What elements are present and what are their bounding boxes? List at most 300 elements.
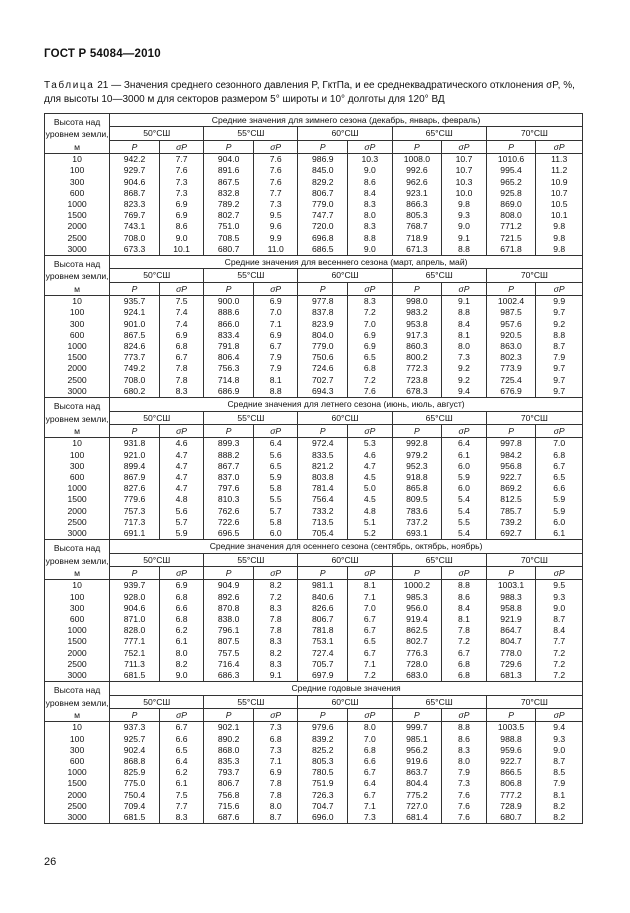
pressure-cell: 979.6 — [298, 722, 348, 734]
sigma-cell: 8.5 — [536, 767, 583, 778]
pressure-column-header: P — [204, 709, 254, 722]
sigma-cell: 6.0 — [536, 517, 583, 528]
height-cell: 1000 — [45, 767, 110, 778]
pressure-cell: 812.5 — [486, 494, 536, 505]
pressure-cell: 772.3 — [392, 363, 442, 374]
latitude-row — [45, 695, 583, 708]
pressure-cell: 751.0 — [204, 221, 254, 232]
sigma-cell: 8.0 — [159, 648, 203, 659]
sigma-cell: 6.7 — [442, 648, 486, 659]
height-cell: 1000 — [45, 199, 110, 210]
pressure-cell: 773.7 — [110, 352, 160, 363]
sigma-cell: 6.1 — [159, 778, 203, 789]
sigma-cell: 6.2 — [159, 767, 203, 778]
sigma-cell: 9.7 — [536, 307, 583, 318]
sigma-cell: 9.3 — [536, 734, 583, 745]
table-row — [45, 801, 583, 812]
height-cell: 2000 — [45, 363, 110, 374]
pressure-cell: 986.9 — [298, 154, 348, 166]
sigma-cell: 8.0 — [253, 801, 297, 812]
sigma-cell: 8.3 — [159, 812, 203, 824]
pressure-cell: 891.6 — [204, 165, 254, 176]
pressure-column-header: P — [204, 424, 254, 437]
sigma-column-header: σP — [159, 140, 203, 153]
sigma-cell: 8.2 — [536, 801, 583, 812]
height-cell: 600 — [45, 756, 110, 767]
sigma-cell: 8.0 — [348, 722, 392, 734]
latitude-header: 65°СШ — [392, 695, 486, 708]
height-cell: 1000 — [45, 341, 110, 352]
latitude-header: 65°СШ — [392, 553, 486, 566]
table-row — [45, 296, 583, 308]
sigma-cell: 5.9 — [159, 528, 203, 540]
table-row — [45, 461, 583, 472]
sigma-cell: 6.6 — [159, 734, 203, 745]
sigma-cell: 5.9 — [536, 494, 583, 505]
pressure-cell: 747.7 — [298, 210, 348, 221]
table-row — [45, 375, 583, 386]
pressure-cell: 904.6 — [110, 177, 160, 188]
table-row — [45, 767, 583, 778]
pressure-cell: 723.8 — [392, 375, 442, 386]
sigma-cell: 6.7 — [348, 614, 392, 625]
sigma-cell: 6.1 — [536, 528, 583, 540]
sigma-cell: 6.5 — [253, 461, 297, 472]
sigma-cell: 6.7 — [348, 790, 392, 801]
pressure-cell: 756.3 — [204, 363, 254, 374]
pressure-cell: 863.7 — [392, 767, 442, 778]
height-cell: 600 — [45, 330, 110, 341]
sigma-cell: 6.0 — [442, 461, 486, 472]
height-cell: 2000 — [45, 506, 110, 517]
pressure-cell: 952.3 — [392, 461, 442, 472]
pressure-cell: 918.8 — [392, 472, 442, 483]
height-header-cell: Высота над уровнем земли, м — [45, 398, 110, 438]
sigma-cell: 8.7 — [536, 756, 583, 767]
height-cell: 300 — [45, 461, 110, 472]
pressure-cell: 727.4 — [298, 648, 348, 659]
latitude-row — [45, 269, 583, 282]
sigma-cell: 7.9 — [536, 352, 583, 363]
pressure-cell: 899.3 — [204, 438, 254, 450]
pressure-cell: 806.7 — [298, 188, 348, 199]
sigma-cell: 7.6 — [253, 165, 297, 176]
pressure-cell: 804.7 — [486, 636, 536, 647]
pressure-cell: 737.2 — [392, 517, 442, 528]
pressure-cell: 726.3 — [298, 790, 348, 801]
sigma-cell: 8.1 — [442, 614, 486, 625]
pressure-cell: 702.7 — [298, 375, 348, 386]
sigma-cell: 8.1 — [536, 790, 583, 801]
pressure-cell: 992.6 — [392, 165, 442, 176]
sigma-cell: 4.8 — [159, 494, 203, 505]
sigma-cell: 5.5 — [253, 494, 297, 505]
table-row — [45, 330, 583, 341]
sigma-cell: 6.8 — [253, 734, 297, 745]
pressure-cell: 867.5 — [204, 177, 254, 188]
latitude-header: 50°СШ — [110, 127, 204, 140]
height-header-cell: Высота над уровнем земли, м — [45, 682, 110, 722]
sigma-cell: 6.8 — [442, 670, 486, 682]
pressure-cell: 693.1 — [392, 528, 442, 540]
table-row — [45, 199, 583, 210]
pressure-cell: 821.2 — [298, 461, 348, 472]
pressure-cell: 728.0 — [392, 659, 442, 670]
pressure-cell: 779.6 — [110, 494, 160, 505]
sigma-cell: 6.6 — [159, 603, 203, 614]
page-number: 26 — [44, 856, 57, 868]
pressure-cell: 678.3 — [392, 386, 442, 398]
sigma-cell: 6.6 — [348, 756, 392, 767]
pressure-cell: 939.7 — [110, 580, 160, 592]
section-title: Средние годовые значения — [110, 682, 583, 695]
pressure-cell: 776.3 — [392, 648, 442, 659]
height-cell: 100 — [45, 450, 110, 461]
pressure-cell: 919.6 — [392, 756, 442, 767]
sigma-cell: 8.0 — [442, 341, 486, 352]
sigma-cell: 7.3 — [442, 352, 486, 363]
table-row — [45, 592, 583, 603]
latitude-header: 55°СШ — [204, 127, 298, 140]
pressure-cell: 823.9 — [298, 319, 348, 330]
table-row — [45, 154, 583, 166]
pressure-cell: 781.4 — [298, 483, 348, 494]
sigma-cell: 7.6 — [253, 154, 297, 166]
pressure-cell: 708.0 — [110, 233, 160, 244]
pressure-cell: 810.3 — [204, 494, 254, 505]
pressure-cell: 769.7 — [110, 210, 160, 221]
pressure-cell: 676.9 — [486, 386, 536, 398]
sigma-cell: 6.8 — [442, 659, 486, 670]
sigma-cell: 7.3 — [253, 199, 297, 210]
sigma-cell: 10.7 — [536, 188, 583, 199]
sigma-cell: 11.0 — [253, 244, 297, 256]
sigma-cell: 7.6 — [159, 165, 203, 176]
sigma-cell: 6.8 — [536, 450, 583, 461]
latitude-header: 60°СШ — [298, 695, 392, 708]
latitude-header: 50°СШ — [110, 695, 204, 708]
pressure-cell: 959.6 — [486, 745, 536, 756]
sigma-cell: 7.8 — [159, 375, 203, 386]
pressure-cell: 686.3 — [204, 670, 254, 682]
pressure-cell: 756.8 — [204, 790, 254, 801]
height-cell: 10 — [45, 154, 110, 166]
sigma-cell: 7.8 — [253, 790, 297, 801]
sigma-cell: 9.9 — [253, 233, 297, 244]
pressure-cell: 983.2 — [392, 307, 442, 318]
pressure-cell: 923.1 — [392, 188, 442, 199]
table-row — [45, 341, 583, 352]
table-row — [45, 812, 583, 824]
sigma-cell: 6.4 — [253, 438, 297, 450]
sigma-cell: 5.8 — [253, 483, 297, 494]
pressure-cell: 705.7 — [298, 659, 348, 670]
pressure-cell: 805.3 — [298, 756, 348, 767]
sigma-cell: 8.8 — [442, 307, 486, 318]
pressure-cell: 705.4 — [298, 528, 348, 540]
sigma-cell: 6.9 — [159, 580, 203, 592]
sigma-cell: 7.9 — [536, 778, 583, 789]
pressure-cell: 671.8 — [486, 244, 536, 256]
sigma-cell: 8.3 — [159, 386, 203, 398]
sigma-cell: 9.3 — [442, 210, 486, 221]
sigma-cell: 8.2 — [536, 812, 583, 824]
pressure-column-header: P — [486, 282, 536, 295]
pressure-cell: 743.1 — [110, 221, 160, 232]
sigma-cell: 6.9 — [253, 767, 297, 778]
pressure-cell: 863.0 — [486, 341, 536, 352]
height-cell: 2000 — [45, 790, 110, 801]
pressure-cell: 733.2 — [298, 506, 348, 517]
pressure-cell: 796.1 — [204, 625, 254, 636]
pressure-column-header: P — [204, 566, 254, 579]
pressure-column-header: P — [298, 424, 348, 437]
pressure-cell: 904.9 — [204, 580, 254, 592]
pressure-cell: 985.3 — [392, 592, 442, 603]
pressure-column-header: P — [110, 566, 160, 579]
height-cell: 1500 — [45, 352, 110, 363]
height-cell: 3000 — [45, 528, 110, 540]
latitude-header: 55°СШ — [204, 411, 298, 424]
sigma-cell: 8.1 — [348, 580, 392, 592]
sigma-cell: 10.3 — [348, 154, 392, 166]
sigma-cell: 7.6 — [442, 812, 486, 824]
latitude-row — [45, 411, 583, 424]
sigma-cell: 6.6 — [536, 483, 583, 494]
pressure-cell: 904.6 — [110, 603, 160, 614]
table-row — [45, 722, 583, 734]
sigma-cell: 9.9 — [536, 296, 583, 308]
pressure-cell: 999.7 — [392, 722, 442, 734]
height-cell: 2000 — [45, 648, 110, 659]
pressure-cell: 837.0 — [204, 472, 254, 483]
pressure-cell: 806.7 — [204, 778, 254, 789]
pressure-cell: 864.7 — [486, 625, 536, 636]
sigma-cell: 10.9 — [536, 177, 583, 188]
pressure-cell: 696.5 — [204, 528, 254, 540]
pressure-cell: 833.5 — [298, 450, 348, 461]
pressure-cell: 804.0 — [298, 330, 348, 341]
pressure-cell: 709.4 — [110, 801, 160, 812]
pressure-cell: 725.4 — [486, 375, 536, 386]
sigma-cell: 7.1 — [348, 592, 392, 603]
latitude-header: 55°СШ — [204, 269, 298, 282]
sigma-cell: 5.4 — [442, 528, 486, 540]
sigma-cell: 6.0 — [442, 483, 486, 494]
pressure-cell: 680.7 — [204, 244, 254, 256]
pressure-cell: 708.5 — [204, 233, 254, 244]
sigma-cell: 6.7 — [536, 461, 583, 472]
pressure-cell: 917.3 — [392, 330, 442, 341]
height-cell: 600 — [45, 614, 110, 625]
section-title: Средние значения для весеннего сезона (март, апрель, май) — [110, 256, 583, 269]
sigma-cell: 9.0 — [159, 233, 203, 244]
sigma-cell: 8.4 — [442, 319, 486, 330]
pressure-cell: 942.2 — [110, 154, 160, 166]
latitude-header: 70°СШ — [486, 127, 582, 140]
sigma-cell: 9.5 — [253, 210, 297, 221]
sigma-cell: 6.9 — [253, 330, 297, 341]
pressure-cell: 823.3 — [110, 199, 160, 210]
pressure-cell: 995.4 — [486, 165, 536, 176]
pressure-cell: 866.5 — [486, 767, 536, 778]
height-cell: 2000 — [45, 221, 110, 232]
sigma-cell: 8.3 — [348, 296, 392, 308]
pressure-cell: 921.0 — [110, 450, 160, 461]
pressure-cell: 900.0 — [204, 296, 254, 308]
sigma-cell: 8.8 — [442, 580, 486, 592]
pressure-cell: 681.4 — [392, 812, 442, 824]
pressure-cell: 785.7 — [486, 506, 536, 517]
sigma-cell: 8.1 — [253, 375, 297, 386]
pressure-cell: 779.0 — [298, 341, 348, 352]
pressure-table — [44, 113, 583, 824]
pressure-cell: 762.6 — [204, 506, 254, 517]
table-row — [45, 636, 583, 647]
pressure-column-header: P — [110, 709, 160, 722]
sigma-column-header: σP — [159, 566, 203, 579]
height-cell: 2500 — [45, 659, 110, 670]
pressure-cell: 775.0 — [110, 778, 160, 789]
pressure-cell: 901.0 — [110, 319, 160, 330]
pressure-cell: 869.2 — [486, 483, 536, 494]
pressure-cell: 919.4 — [392, 614, 442, 625]
pressure-cell: 981.1 — [298, 580, 348, 592]
sigma-cell: 7.5 — [159, 790, 203, 801]
height-cell: 300 — [45, 177, 110, 188]
sigma-column-header: σP — [442, 709, 486, 722]
table-row — [45, 506, 583, 517]
sigma-column-header: σP — [442, 282, 486, 295]
sigma-cell: 7.4 — [159, 307, 203, 318]
height-cell: 2500 — [45, 517, 110, 528]
sigma-cell: 8.8 — [253, 386, 297, 398]
sigma-cell: 8.2 — [159, 659, 203, 670]
height-header-cell: Высота над уровнем земли, м — [45, 256, 110, 296]
sigma-cell: 5.6 — [253, 450, 297, 461]
sigma-column-header: σP — [253, 566, 297, 579]
table-row — [45, 659, 583, 670]
pressure-column-header: P — [392, 424, 442, 437]
sigma-cell: 5.4 — [442, 494, 486, 505]
sigma-cell: 5.5 — [442, 517, 486, 528]
sigma-cell: 5.3 — [348, 438, 392, 450]
sigma-cell: 9.0 — [536, 745, 583, 756]
pressure-cell: 840.6 — [298, 592, 348, 603]
pressure-cell: 984.2 — [486, 450, 536, 461]
pressure-cell: 713.5 — [298, 517, 348, 528]
pressure-cell: 720.0 — [298, 221, 348, 232]
pressure-cell: 869.0 — [486, 199, 536, 210]
sigma-cell: 6.9 — [159, 210, 203, 221]
pressure-cell: 837.8 — [298, 307, 348, 318]
pressure-cell: 696.8 — [298, 233, 348, 244]
sigma-cell: 7.8 — [253, 625, 297, 636]
pressure-cell: 752.1 — [110, 648, 160, 659]
pressure-column-header: P — [204, 140, 254, 153]
height-cell: 10 — [45, 296, 110, 308]
pressure-cell: 717.3 — [110, 517, 160, 528]
pressure-cell: 681.5 — [110, 812, 160, 824]
section-title: Средние значения для зимнего сезона (декабрь, январь, февраль) — [110, 114, 583, 127]
sigma-column-header: σP — [253, 140, 297, 153]
pressure-cell: 965.2 — [486, 177, 536, 188]
pressure-cell: 929.7 — [110, 165, 160, 176]
pressure-cell: 806.4 — [204, 352, 254, 363]
pressure-cell: 683.0 — [392, 670, 442, 682]
pressure-column-header: P — [392, 282, 442, 295]
sigma-cell: 5.9 — [253, 472, 297, 483]
sigma-cell: 4.7 — [159, 483, 203, 494]
table-row — [45, 734, 583, 745]
sigma-cell: 4.7 — [348, 461, 392, 472]
sigma-column-header: σP — [159, 282, 203, 295]
latitude-header: 60°СШ — [298, 269, 392, 282]
sigma-cell: 7.6 — [253, 177, 297, 188]
pressure-cell: 791.8 — [204, 341, 254, 352]
sigma-cell: 7.0 — [348, 603, 392, 614]
sigma-cell: 9.3 — [536, 592, 583, 603]
pressure-cell: 704.7 — [298, 801, 348, 812]
sigma-column-header: σP — [159, 709, 203, 722]
pressure-cell: 808.0 — [486, 210, 536, 221]
pressure-column-header: P — [298, 566, 348, 579]
latitude-header: 60°СШ — [298, 127, 392, 140]
sigma-cell: 9.6 — [253, 221, 297, 232]
pressure-cell: 998.0 — [392, 296, 442, 308]
pressure-cell: 928.0 — [110, 592, 160, 603]
pressure-cell: 922.7 — [486, 472, 536, 483]
sigma-cell: 10.7 — [442, 165, 486, 176]
sigma-cell: 7.1 — [253, 319, 297, 330]
sigma-cell: 7.6 — [348, 386, 392, 398]
pressure-cell: 925.8 — [486, 188, 536, 199]
sigma-cell: 11.2 — [536, 165, 583, 176]
table-row — [45, 386, 583, 398]
sigma-cell: 7.1 — [348, 659, 392, 670]
pressure-cell: 806.8 — [486, 778, 536, 789]
sigma-cell: 4.5 — [348, 472, 392, 483]
sigma-column-header: σP — [253, 282, 297, 295]
latitude-header: 55°СШ — [204, 695, 298, 708]
height-cell: 3000 — [45, 812, 110, 824]
height-cell: 1000 — [45, 483, 110, 494]
sigma-cell: 6.1 — [159, 636, 203, 647]
pressure-cell: 768.7 — [392, 221, 442, 232]
pressure-cell: 870.8 — [204, 603, 254, 614]
sigma-cell: 7.3 — [159, 177, 203, 188]
sigma-cell: 6.9 — [159, 199, 203, 210]
sigma-column-header: σP — [536, 566, 583, 579]
sigma-cell: 8.7 — [253, 812, 297, 824]
sigma-cell: 9.7 — [536, 363, 583, 374]
sigma-cell: 7.2 — [536, 670, 583, 682]
sigma-cell: 7.1 — [348, 801, 392, 812]
pressure-cell: 1003.5 — [486, 722, 536, 734]
sigma-cell: 8.6 — [348, 177, 392, 188]
sigma-cell: 8.8 — [442, 722, 486, 734]
table-row — [45, 438, 583, 450]
sigma-cell: 6.8 — [159, 341, 203, 352]
sigma-column-header: σP — [536, 140, 583, 153]
pressure-cell: 753.1 — [298, 636, 348, 647]
section-title-row — [45, 256, 583, 269]
table-row — [45, 188, 583, 199]
pressure-cell: 727.0 — [392, 801, 442, 812]
pressure-column-header: P — [392, 566, 442, 579]
height-header-cell: Высота над уровнем земли, м — [45, 114, 110, 154]
pressure-cell: 809.5 — [392, 494, 442, 505]
